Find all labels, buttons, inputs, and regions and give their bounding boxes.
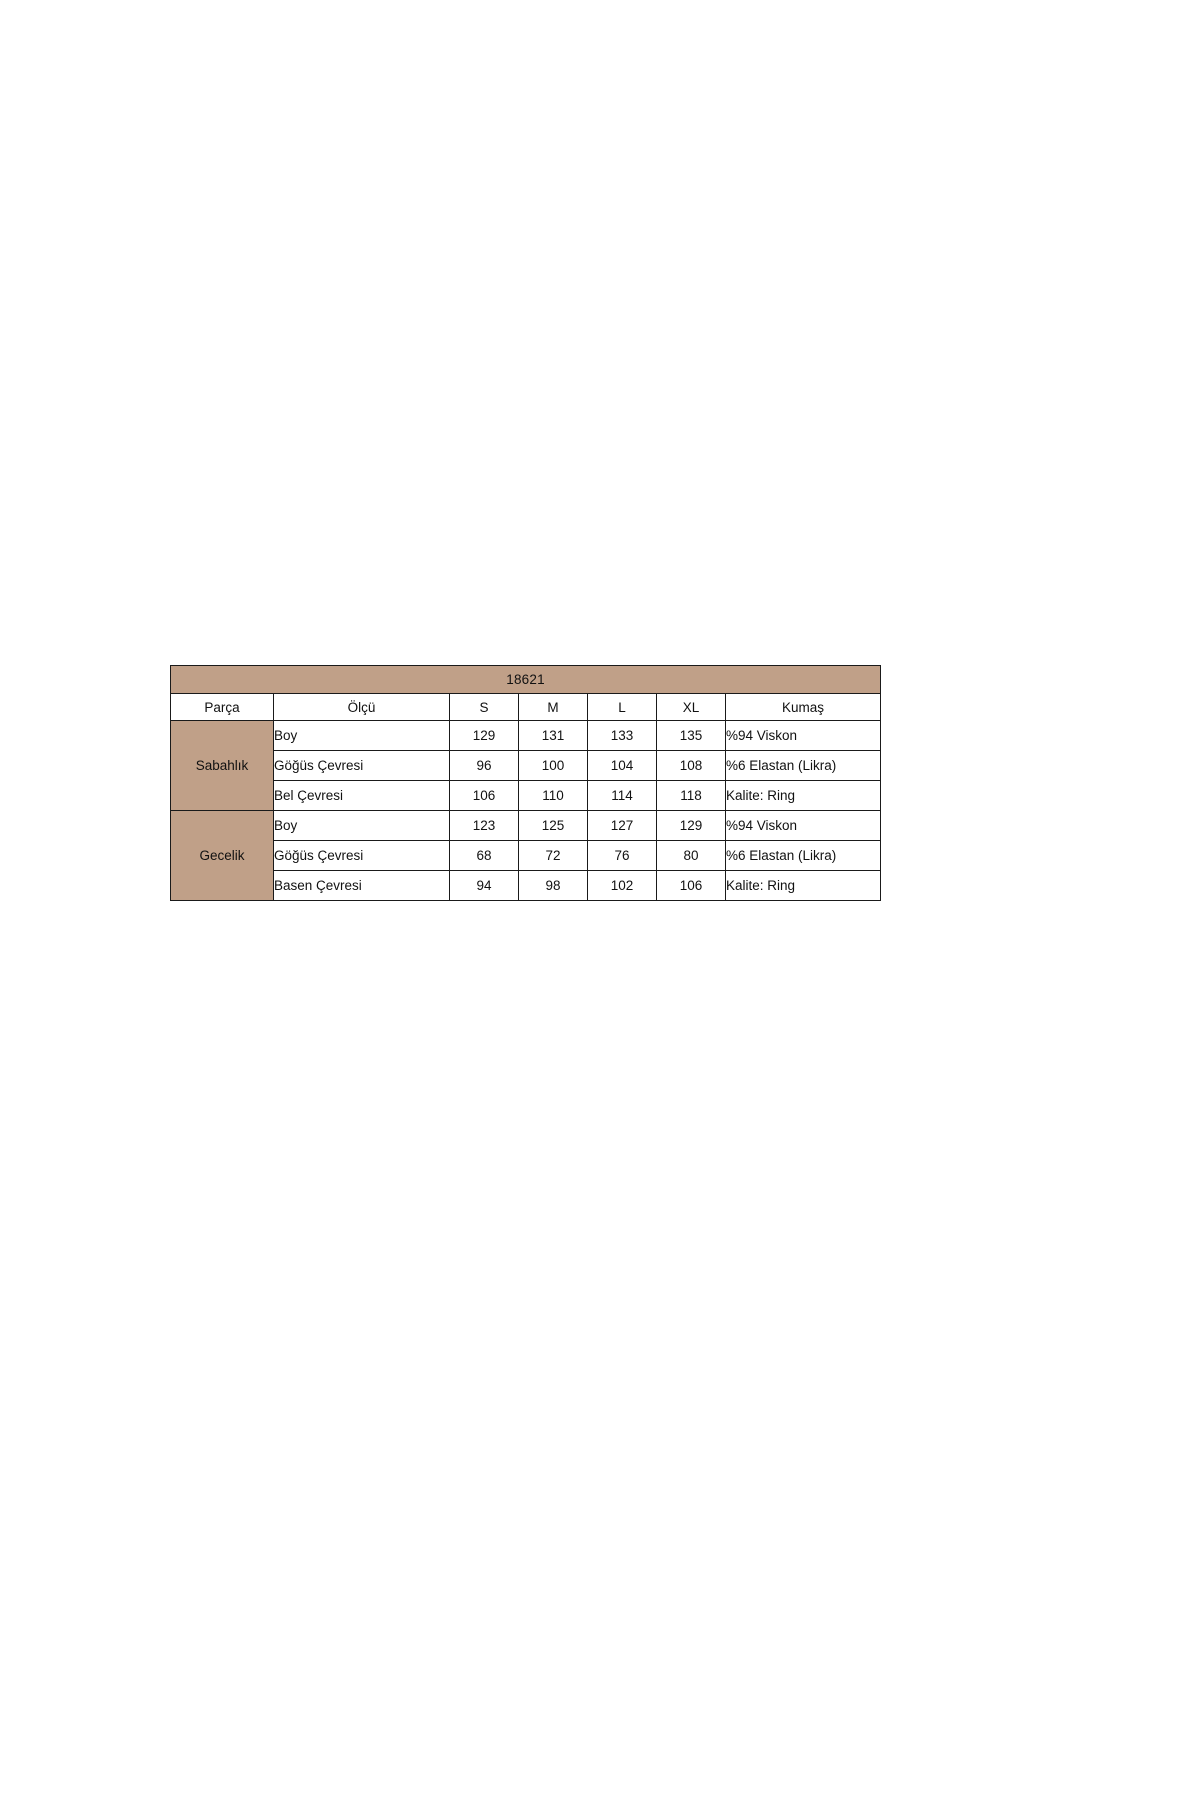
value-xl: 80 xyxy=(657,841,726,871)
value-m: 125 xyxy=(519,811,588,841)
product-code-title: 18621 xyxy=(171,666,881,694)
value-s: 68 xyxy=(450,841,519,871)
group-label-sabahlik: Sabahlık xyxy=(171,721,274,811)
value-xl: 106 xyxy=(657,871,726,901)
value-s: 123 xyxy=(450,811,519,841)
header-fabric: Kumaş xyxy=(726,694,881,721)
table-title-row xyxy=(171,666,881,694)
fabric-info: %94 Viskon xyxy=(726,721,881,751)
value-l: 127 xyxy=(588,811,657,841)
value-s: 129 xyxy=(450,721,519,751)
header-measure: Ölçü xyxy=(274,694,450,721)
value-xl: 129 xyxy=(657,811,726,841)
value-xl: 135 xyxy=(657,721,726,751)
value-s: 94 xyxy=(450,871,519,901)
header-part: Parça xyxy=(171,694,274,721)
table-row xyxy=(171,841,881,871)
header-size-m: M xyxy=(519,694,588,721)
value-l: 114 xyxy=(588,781,657,811)
value-xl: 108 xyxy=(657,751,726,781)
fabric-info: %6 Elastan (Likra) xyxy=(726,751,881,781)
value-m: 98 xyxy=(519,871,588,901)
value-l: 102 xyxy=(588,871,657,901)
header-size-l: L xyxy=(588,694,657,721)
value-m: 110 xyxy=(519,781,588,811)
measure-name: Göğüs Çevresi xyxy=(274,751,450,781)
group-label-gecelik: Gecelik xyxy=(171,811,274,901)
header-size-s: S xyxy=(450,694,519,721)
value-s: 106 xyxy=(450,781,519,811)
value-l: 76 xyxy=(588,841,657,871)
header-size-xl: XL xyxy=(657,694,726,721)
measure-name: Boy xyxy=(274,811,450,841)
table-row xyxy=(171,871,881,901)
table-header-row xyxy=(171,694,881,721)
measure-name: Bel Çevresi xyxy=(274,781,450,811)
value-l: 133 xyxy=(588,721,657,751)
table-row xyxy=(171,811,881,841)
table-row xyxy=(171,781,881,811)
fabric-info: %6 Elastan (Likra) xyxy=(726,841,881,871)
table-row xyxy=(171,721,881,751)
value-xl: 118 xyxy=(657,781,726,811)
fabric-info: Kalite: Ring xyxy=(726,871,881,901)
size-chart-table xyxy=(170,665,881,901)
measure-name: Boy xyxy=(274,721,450,751)
fabric-info: %94 Viskon xyxy=(726,811,881,841)
value-m: 72 xyxy=(519,841,588,871)
size-chart-container xyxy=(170,665,880,901)
value-l: 104 xyxy=(588,751,657,781)
value-m: 100 xyxy=(519,751,588,781)
value-m: 131 xyxy=(519,721,588,751)
measure-name: Basen Çevresi xyxy=(274,871,450,901)
table-row xyxy=(171,751,881,781)
fabric-info: Kalite: Ring xyxy=(726,781,881,811)
measure-name: Göğüs Çevresi xyxy=(274,841,450,871)
value-s: 96 xyxy=(450,751,519,781)
